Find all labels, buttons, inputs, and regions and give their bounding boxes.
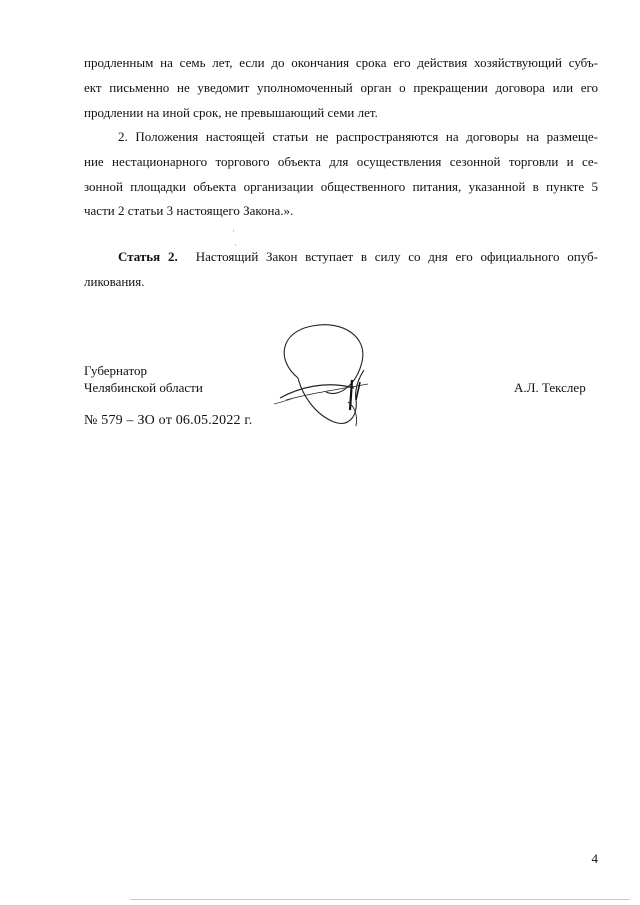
paragraph-clause-2 — [84, 125, 598, 224]
text-line: ликования. — [84, 273, 145, 289]
signatory-title — [84, 362, 203, 396]
text-line: ние нестационарного торгового объекта для осуществления сезонной торговли и се- — [84, 153, 598, 169]
signatory-region: Челябинской области — [84, 380, 203, 395]
signatory-position: Губернатор — [84, 363, 147, 378]
text-line: 2. Положения настоящей статьи не распространяются на договоры на размеще- — [118, 129, 598, 144]
page-number: 4 — [591, 851, 598, 866]
signatory-name: А.Л. Текслер — [514, 380, 586, 395]
text-line: зонной площадки объекта организации общественного питания, указанной в пункте 5 — [84, 178, 598, 194]
handwritten-signature — [268, 318, 378, 430]
article-2 — [84, 245, 598, 295]
scan-edge-line — [130, 899, 630, 900]
text-line: продлении на иной срок, не превышающий семи лет. — [84, 104, 378, 120]
text-line: ект письменно не уведомит уполномоченный орган о прекращении договора или его — [84, 79, 598, 95]
paragraph-continuation — [84, 51, 598, 125]
scan-speck: · — [234, 240, 237, 250]
text-line: продленным на семь лет, если до окончания срока его действия хозяйствующий субъ- — [84, 55, 598, 70]
article-2-text: Настоящий Закон вступает в силу со дня его официального опуб- — [195, 249, 598, 264]
article-2-line — [84, 245, 598, 270]
scan-speck: · — [232, 226, 235, 236]
text-line: части 2 статьи 3 настоящего Закона.». — [84, 203, 294, 219]
law-number-date: № 579 – ЗО от 06.05.2022 г. — [84, 413, 253, 428]
article-label: Статья 2. — [118, 249, 178, 264]
